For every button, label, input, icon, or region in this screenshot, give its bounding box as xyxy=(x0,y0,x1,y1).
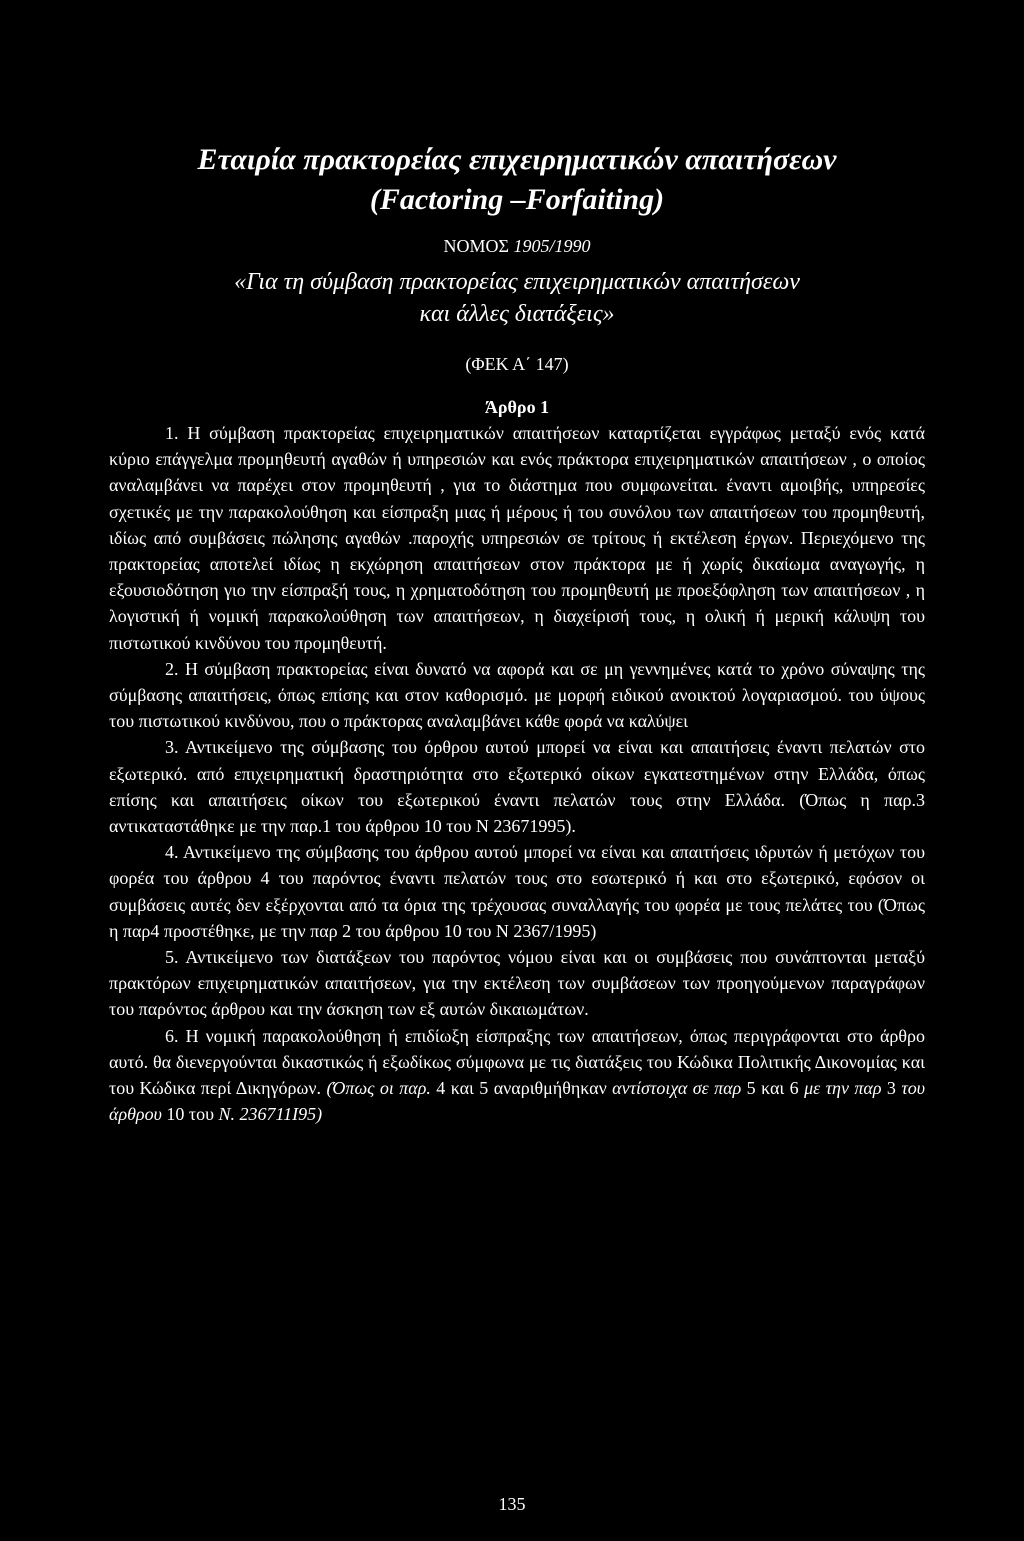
paragraph-6-note-italic-1: (Όπως οι παρ. xyxy=(326,1078,431,1099)
paragraph-4: 4. Αντικείμενο της σύμβασης του άρθρου αυτού μπορεί να είναι και απαιτήσεις ιδρυτών ή μετόχων του φορέα του άρθρου 4 του παρόντος έναντι πελατών τους στο εσωτερικό ή και στο εξωτερικό, εφόσον οι συμβάσεις αυτές δεν εξέρχονται από τα όρια της τρέχουσας συναλλαγής του φορέα με τους πελάτες του (Όπως η παρ4 προστέθηκε, με την παρ 2 του άρθρου 10 του Ν 2367/1995) xyxy=(109,842,925,941)
law-reference xyxy=(109,234,925,258)
document-page xyxy=(109,140,925,1127)
paragraph-6-note-italic-3: με την παρ xyxy=(804,1078,882,1099)
document-title-line2: (Factoring –Forfaiting) xyxy=(369,183,665,216)
gazette-reference: (ΦΕΚ Α΄ 147) xyxy=(465,354,569,374)
article-body xyxy=(109,420,925,1127)
law-subtitle-line1: «Για τη σύμβαση πρακτορείας επιχειρηματικών απαιτήσεων xyxy=(234,269,800,295)
paragraph-6-note-italic-2: αντίστοιχα σε παρ xyxy=(612,1078,742,1099)
law-subtitle-line2: και άλλες διατάξεις» xyxy=(419,301,615,327)
page-number: 135 xyxy=(498,1494,526,1514)
document-title-line1: Εταιρία πρακτορείας επιχειρηματικών απαιτήσεων xyxy=(197,143,837,176)
article-heading: Άρθρο 1 xyxy=(484,397,550,417)
paragraph-6-note-text-1: 4 και 5 αναριθμήθηκαν xyxy=(430,1078,613,1099)
paragraph-6-note-italic-4: του άρθρου xyxy=(109,1078,926,1125)
paragraph-6-text: 6. Η νομική παρακολούθηση ή επιδίωξη είσπραξης των απαιτήσεων, όπως περιγράφονται στο άρθρο αυτό. θα διενεργούνται δικαστικώς ή εξωδίκως σύμφωνα με τις διατάξεις του Κώδικα Πολιτικής Δικονομίας και του Κώδικα περί Δικηγόρων. xyxy=(109,1025,925,1099)
paragraph-1: 1. Η σύμβαση πρακτορείας επιχειρηματικών απαιτήσεων καταρτίζεται εγγράφως μεταξύ ενός κατά κύριο επάγγελμα προμηθευτή αγαθών ή υπηρεσιών και ενός πράκτορα επιχειρηματικών απαιτήσεων , ο οποίος αναλαμβάνει να παρέχει στον προμηθευτή , για το διάστημα που συμφωνείται. έναντι αμοιβής, υπηρεσίες σχετικές με την παρακολούθηση και είσπραξη μιας ή μέρους ή του συνόλου των απαιτήσεων του προμηθευτή, ιδίως από συμβάσεις πώλησης αγαθών .παροχής υπηρεσιών σε τρίτους ή εκτέλεση έργων. Περιεχόμενο της πρακτορείας αποτελεί ιδίως η εκχώρηση απαιτήσεων στον πράκτορα με ή χωρίς δικαίωμα αναγωγής, η εξουσιοδότηση γιο την είσπραξή τους, η χρηματοδότηση του προμηθευτή με προεξόφληση των απαιτήσεων , η λογιστική ή νομική παρακολούθηση των απαιτήσεων, η διαχείρισή τους, η ολική ή μερική κάλυψη του πιστωτικού κινδύνου του προμηθευτή. xyxy=(109,423,925,653)
paragraph-6-note-italic-5: Ν. 236711Ι95) xyxy=(218,1104,323,1125)
paragraph-5: 5. Αντικείμενο των διατάξεων του παρόντος νόμου είναι και οι συμβάσεις που συνάπτονται μεταξύ πρακτόρων επιχειρηματικών απαιτήσεων, για την εκτέλεση των συμβάσεων των προηγούμενων παραγράφων του παρόντος άρθρου και την άσκηση των εξ αυτών δικαιωμάτων. xyxy=(109,947,925,1020)
paragraph-6-note-text-4: 10 του xyxy=(161,1104,219,1125)
paragraph-6-note-text-3: 3 xyxy=(881,1078,902,1099)
paragraph-3: 3. Αντικείμενο της σύμβασης του όρθρου αυτού μπορεί να είναι και απαιτήσεις έναντι πελατών στο εξωτερικό. από επιχειρηματική δραστηριότητα στο εξωτερικό οίκων εγκατεστημένων στην Ελλάδα, όπως επίσης και απαιτήσεις οίκων του εξωτερικού έναντι πελατών τους στην Ελλάδα. (Όπως η παρ.3 αντικαταστάθηκε με την παρ.1 του άρθρου 10 του Ν 23671995). xyxy=(109,737,925,837)
law-number: 1905/1990 xyxy=(513,236,591,256)
paragraph-6 xyxy=(109,1023,925,1128)
law-prefix: ΝΟΜΟΣ xyxy=(443,236,509,256)
paragraph-2: 2. Η σύμβαση πρακτορείας είναι δυνατό να αφορά και σε μη γεννημένες κατά το χρόνο σύναψης της σύμβασης απαιτήσεις, όπως επίσης και στον καθορισμό. με μορφή ειδικού ανοικτού λογαριασμού. του ύψους του πιστωτικού κινδύνου, που ο πράκτορας αναλαμβάνει κάθε φορά να καλύψει xyxy=(109,658,925,732)
paragraph-6-note-text-2: 5 και 6 xyxy=(741,1078,805,1099)
